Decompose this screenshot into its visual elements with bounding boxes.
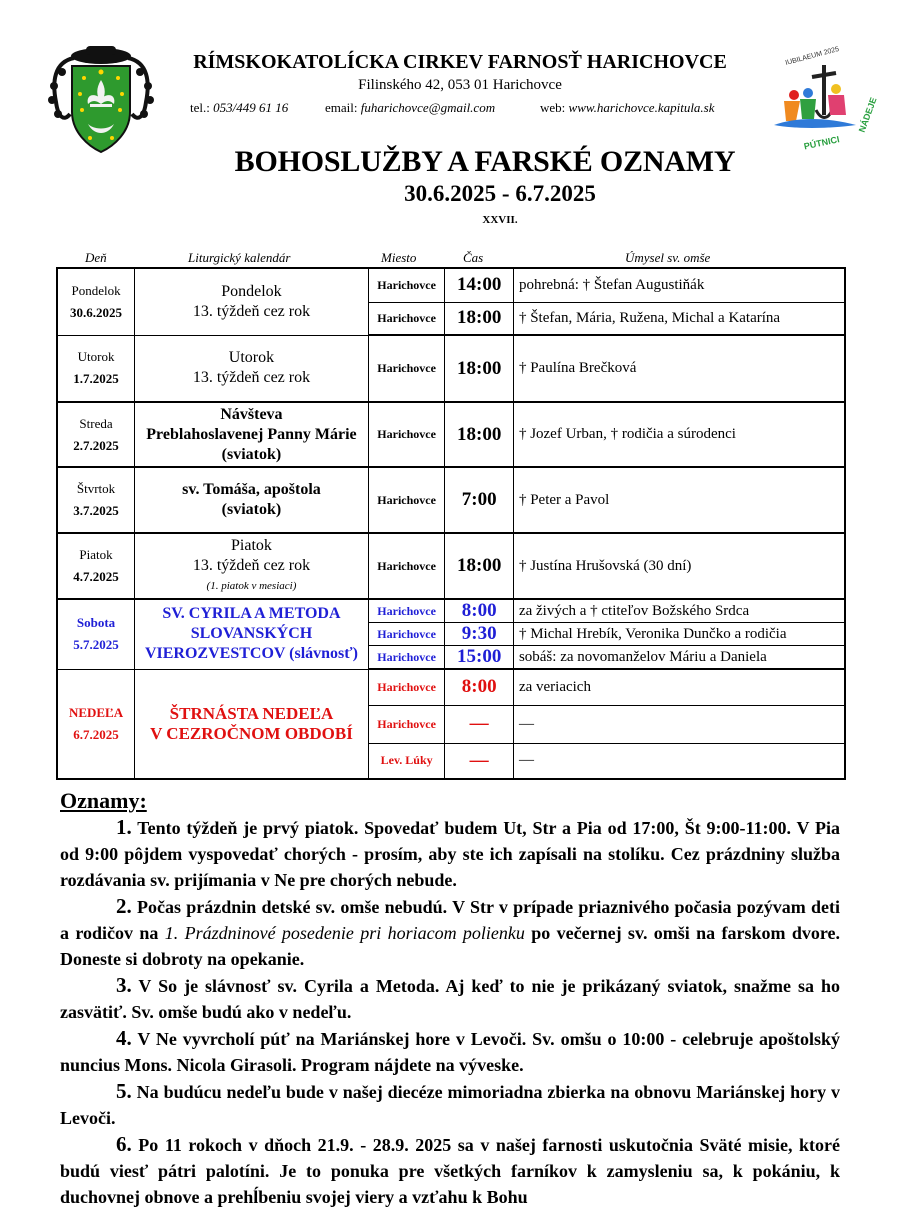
intention-cell: za veriacich <box>513 669 845 705</box>
table-row <box>57 533 845 599</box>
date-range: 30.6.2025 - 6.7.2025 <box>404 181 596 206</box>
svg-text:PÚTNICI: PÚTNICI <box>803 134 841 152</box>
intention-cell: † Paulína Brečková <box>513 335 845 402</box>
intention-cell: sobáš: za novomanželov Máriu a Daniela <box>513 646 845 670</box>
intention-cell: † Jozef Urban, † rodičia a súrodenci <box>513 402 845 467</box>
week-number: XXVII. <box>482 214 518 226</box>
table-row <box>57 402 845 467</box>
mass-schedule-table <box>56 267 846 780</box>
place-cell: Harichovce <box>368 646 445 670</box>
announcements-list <box>60 814 840 1210</box>
intention-cell: — <box>513 743 845 779</box>
jubilee-2025-logo <box>766 45 879 155</box>
place-cell: Harichovce <box>368 268 445 302</box>
parish-address: Filinského 42, 053 01 Harichovce <box>358 77 562 93</box>
intention-cell: † Michal Hrebík, Veronika Dunčko a rodičia <box>513 623 845 646</box>
column-header-place: Miesto <box>381 250 417 265</box>
intention-cell: pohrebná: † Štefan Augustiňák <box>513 268 845 302</box>
liturgical-cell: Piatok 13. týždeň cez rok (1. piatok v mesiaci) <box>135 533 369 599</box>
announcement-item: 5. Na budúcu nedeľu bude v našej diecéze mimoriadna zbierka na obnovu Mariánskej hory v Levoči. <box>60 1079 841 1128</box>
place-cell: Harichovce <box>368 669 445 705</box>
day-cell: Utorok 1.7.2025 <box>57 335 135 402</box>
announcement-item: 1. Tento týždeň je prvý piatok. Spovedať budem Ut, Str a Pia od 17:00, Št 9:00-11:00. V Pia od 9:00 pôjdem vyspovedať chorých - prosím, aby ste ich zapísali na stolíku. Cez prázdniny služba rozdávania sv. prijímania v Ne pre chorých nebude. <box>60 815 840 890</box>
liturgical-cell: Utorok 13. týždeň cez rok <box>135 335 369 402</box>
parish-coat-of-arms <box>44 42 159 154</box>
announcement-item: 2. Počas prázdnin detské sv. omše nebudú. V Str v prípade priaznivého počasia pozývam deti a rodičov na 1. Prázdninové posedenie pri horiacom polienku po večernej sv. omši na farskom dvore. Doneste si dobroty na opekanie. <box>60 894 841 969</box>
table-row <box>57 268 845 302</box>
day-cell: Sobota 5.7.2025 <box>57 599 135 669</box>
intention-cell: † Štefan, Mária, Ruženа, Michal a Katarína <box>513 302 845 335</box>
time-cell: 9:30 <box>445 623 514 646</box>
parish-name: RÍMSKOKATOLÍCKA CIRKEV FARNOSŤ HARICHOVCE <box>193 51 727 73</box>
time-cell: — <box>445 705 514 743</box>
email[interactable]: email: fuharichovce@gmail.com <box>325 100 496 115</box>
website[interactable]: web: www.harichovce.kapitula.sk <box>540 100 715 115</box>
column-header-liturgical: Liturgický kalendár <box>188 250 291 265</box>
time-cell: 15:00 <box>445 646 514 670</box>
page-title: BOHOSLUŽBY A FARSKÉ OZNAMY <box>234 145 736 178</box>
time-cell: 18:00 <box>445 533 514 599</box>
time-cell: 8:00 <box>445 669 514 705</box>
day-cell: NEDEĽA 6.7.2025 <box>57 669 135 779</box>
place-cell: Harichovce <box>368 623 445 646</box>
announcement-item: 6. Po 11 rokoch v dňoch 21.9. - 28.9. 2025 sa v našej farnosti uskutočnia Sväté misie, ktoré budú viesť pátri palotíni. Je to ponuka pre všetkých farníkov k zamysleniu sa, k pokániu, k duchovnej obnove a prehĺbeniu svojej viery a vzťahu k Bohu <box>60 1132 841 1207</box>
liturgical-cell: Pondelok 13. týždeň cez rok <box>135 268 369 335</box>
day-cell: Piatok 4.7.2025 <box>57 533 135 599</box>
svg-text:NÁDEJE: NÁDEJE <box>856 95 879 134</box>
liturgical-cell: sv. Tomáša, apoštola (sviatok) <box>135 467 369 533</box>
time-cell: 18:00 <box>445 335 514 402</box>
place-cell: Harichovce <box>368 533 445 599</box>
liturgical-cell: ŠTRNÁSTA NEDEĽA V CEZROČNOM OBDOBÍ <box>135 669 369 779</box>
intention-cell: † Justína Hrušovská (30 dní) <box>513 533 845 599</box>
liturgical-cell: SV. CYRILA A METODA SLOVANSKÝCH VIEROZVESTCOV (slávnosť) <box>135 599 369 669</box>
time-cell: 18:00 <box>445 302 514 335</box>
time-cell: 18:00 <box>445 402 514 467</box>
day-cell: Štvrtok 3.7.2025 <box>57 467 135 533</box>
time-cell: — <box>445 743 514 779</box>
announcement-item: 3. V So je slávnosť sv. Cyrila a Metoda. Aj keď to nie je prikázaný sviatok, snažme sa ho zasvätiť. Sv. omše budú ako v nedeľu. <box>60 973 840 1022</box>
place-cell: Harichovce <box>368 705 445 743</box>
liturgical-cell: Návšteva Preblahoslavenej Panny Márie (sviatok) <box>135 402 369 467</box>
day-cell: Pondelok 30.6.2025 <box>57 268 135 335</box>
intention-cell: † Peter a Pavol <box>513 467 845 533</box>
intention-cell: — <box>513 705 845 743</box>
table-row <box>57 335 845 402</box>
column-header-day: Deň <box>85 250 107 265</box>
place-cell: Harichovce <box>368 599 445 623</box>
time-cell: 8:00 <box>445 599 514 623</box>
day-cell: Streda 2.7.2025 <box>57 402 135 467</box>
phone: tel.: 053/449 61 16 <box>190 100 289 115</box>
place-cell: Harichovce <box>368 467 445 533</box>
announcements-heading: Oznamy: <box>60 788 147 813</box>
svg-text:IUBILAEUM 2025: IUBILAEUM 2025 <box>784 45 840 67</box>
column-header-time: Čas <box>463 250 484 265</box>
table-row <box>57 669 845 705</box>
place-cell: Harichovce <box>368 402 445 467</box>
column-header-intention: Úmysel sv. omše <box>625 250 711 265</box>
table-row <box>57 467 845 533</box>
time-cell: 7:00 <box>445 467 514 533</box>
place-cell: Harichovce <box>368 302 445 335</box>
place-cell: Harichovce <box>368 335 445 402</box>
intention-cell: za živých a † ctiteľov Božského Srdca <box>513 599 845 623</box>
place-cell: Lev. Lúky <box>368 743 445 779</box>
announcement-item: 4. V Ne vyvrcholí púť na Mariánskej hore v Levoči. Sv. omšu o 10:00 - celebruje apoštolský nuncius Mons. Nicola Girasoli. Program nájdete na výveske. <box>60 1026 840 1075</box>
table-row <box>57 599 845 623</box>
time-cell: 14:00 <box>445 268 514 302</box>
